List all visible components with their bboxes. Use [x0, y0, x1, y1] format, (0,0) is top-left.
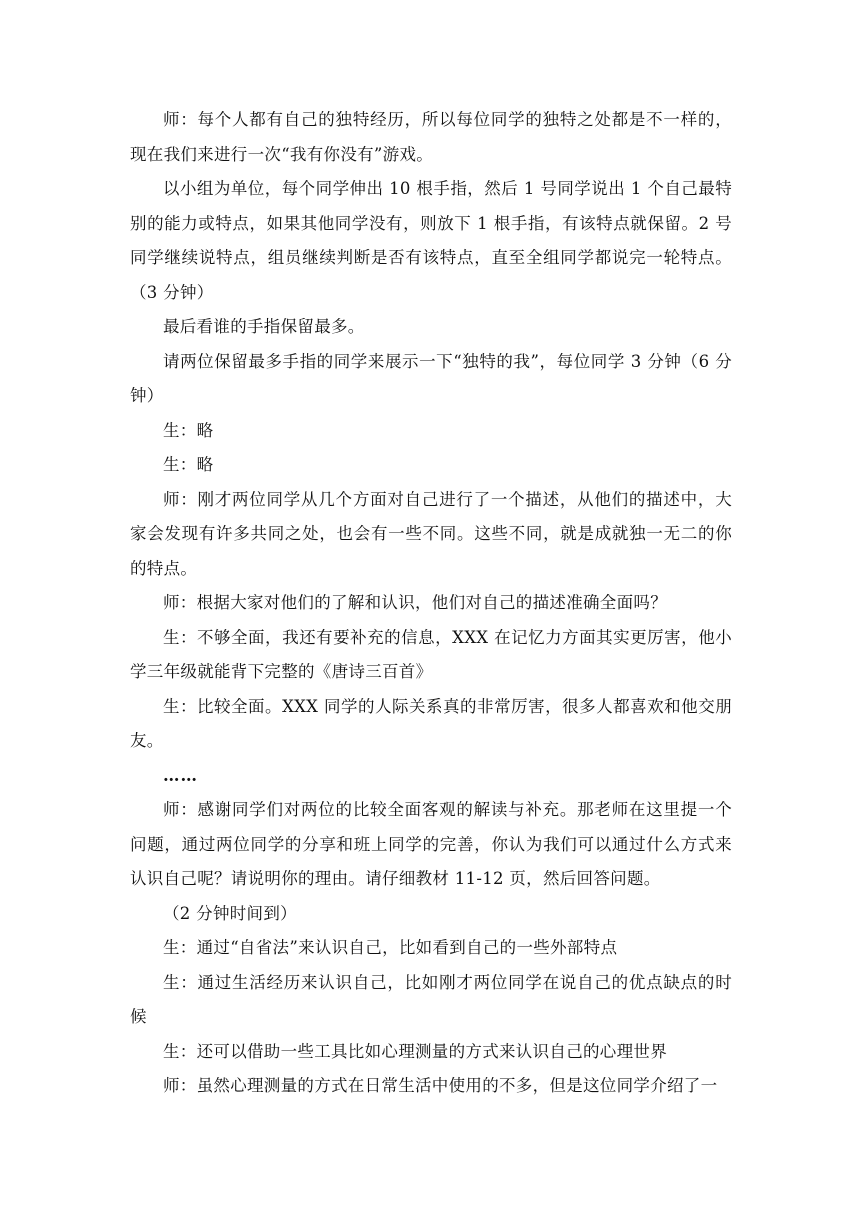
paragraph-teacher-question: 师：根据大家对他们的了解和认识，他们对自己的描述准确全面吗？ — [163, 593, 667, 612]
paragraph-most-fingers: 最后看谁的手指保留最多。 — [163, 317, 365, 336]
paragraph-teacher-intro: 师：每个人都有自己的独特经历，所以每位同学的独特之处都是不一样的，现在我们来进行一次“我有你没有”游戏。 — [130, 110, 732, 164]
paragraph-teacher-comment: 师：虽然心理测量的方式在日常生活中使用的不多，但是这位同学介绍了一 — [163, 1076, 718, 1095]
paragraph-showcase: 请两位保留最多手指的同学来展示一下“独特的我”，每位同学 3 分钟（6 分钟） — [130, 351, 732, 405]
paragraph-student-psych-test: 生：还可以借助一些工具比如心理测量的方式来认识自己的心理世界 — [163, 1041, 667, 1061]
paragraph-student-life-experience: 生：通过生活经历来认识自己，比如刚才两位同学在说自己的优点缺点的时候 — [130, 972, 732, 1026]
paragraph-ellipsis: …… — [163, 765, 198, 785]
paragraph-student-reply-2: 生：略 — [163, 455, 214, 474]
paragraph-game-rules: 以小组为单位，每个同学伸出 10 根手指，然后 1 号同学说出 1 个自己最特别的能力或特点，如果其他同学没有，则放下 1 根手指，有该特点就保留。2 号同学继续说特点，组员继续判断是否有该特点，直至全组同学都说完一轮特点。（3 分钟） — [130, 179, 732, 302]
paragraph-time-note: （2 分钟时间到） — [163, 903, 297, 923]
paragraph-student-answer-relations: 生：比较全面。XXX 同学的人际关系真的非常厉害，很多人都喜欢和他交朋友。 — [130, 696, 732, 750]
paragraph-student-answer-memory: 生：不够全面，我还有要补充的信息，XXX 在记忆力方面其实更厉害，他小学三年级就能背下完整的《唐诗三百首》 — [130, 627, 732, 681]
paragraph-student-self-reflection: 生：通过“自省法”来认识自己，比如看到自己的一些外部特点 — [163, 938, 618, 957]
document-body — [130, 103, 732, 1104]
paragraph-teacher-summary: 师：刚才两位同学从几个方面对自己进行了一个描述，从他们的描述中，大家会发现有许多共同之处，也会有一些不同。这些不同，就是成就独一无二的你的特点。 — [130, 489, 732, 578]
paragraph-teacher-thanks: 师：感谢同学们对两位的比较全面客观的解读与补充。那老师在这里提一个问题，通过两位同学的分享和班上同学的完善，你认为我们可以通过什么方式来认识自己呢？请说明你的理由。请仔细教材 11-12 页，然后回答问题。 — [130, 800, 732, 888]
paragraph-student-reply-1: 生：略 — [163, 420, 214, 440]
